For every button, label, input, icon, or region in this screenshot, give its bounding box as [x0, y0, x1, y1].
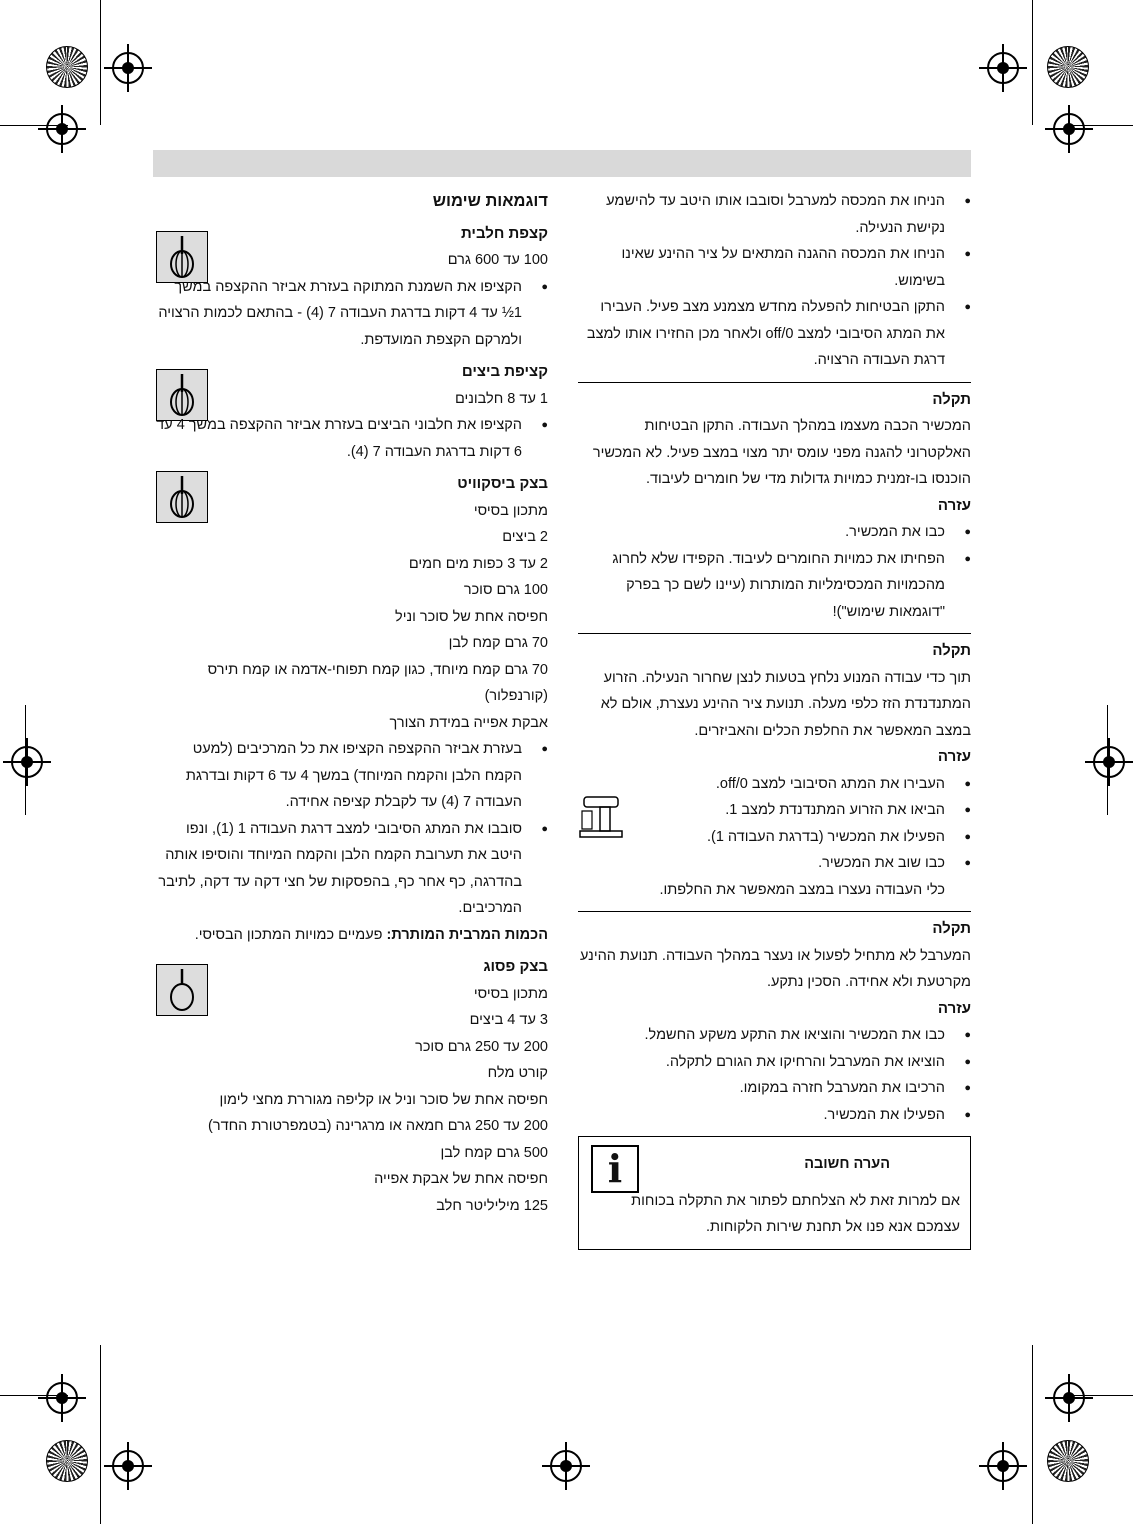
color-target-icon: [1047, 1440, 1089, 1482]
fault-heading: תקלה: [932, 642, 971, 659]
crop-mark: [1032, 0, 1033, 125]
registration-mark-icon: [1053, 113, 1085, 145]
troubleshooting-column: [578, 188, 971, 1250]
recipe-heading: בצק ביסקוויט: [457, 475, 548, 492]
recipe-line: 100 עד 600 גרם: [447, 252, 548, 268]
fault-text: תוך כדי עבודה המנוע נלחץ בטעות לנצן שחרור הנעילה. הזרוע המתנדנדת הזז כלפי מעלה. תנועת ציר ההינע נעצרת, אולם לא במצב המאפשר את החלפת הכלים והאביזרים.: [600, 669, 971, 739]
remedy-heading: עזרה: [937, 748, 971, 765]
list-item: ● הביאו את הזרוע המתנדנדת למצב 1.: [578, 797, 945, 824]
color-target-icon: [1047, 46, 1089, 88]
recipe-line: חפיסה אחת של סוכר וניל: [395, 608, 548, 625]
recipe-sponge-dough: [156, 471, 548, 948]
fault-text: המערבל לא מתחיל לפעול או נעצר במהלך העבודה. תנועת ההינע מקרטעת ולא אחידה. הסכין נתקע.: [580, 947, 971, 990]
recipe-whipped-cream: [156, 221, 548, 354]
recipe-line: 125 מיליליטר חלב: [436, 1197, 548, 1214]
recipe-line: קורט מלח: [487, 1065, 548, 1081]
registration-mark-icon: [11, 746, 43, 778]
fault-section-swivel-arm: [578, 638, 971, 903]
fault-section-blender: [578, 916, 971, 1128]
divider: [578, 911, 971, 912]
remedy-heading: עזרה: [937, 999, 971, 1017]
recipe-line: 100 גרם סוכר: [463, 582, 548, 598]
list-item: ● כבו שוב את המכשיר.: [578, 850, 945, 877]
recipe-line: 3 עד 4 ביצים: [469, 1012, 548, 1028]
recipe-line: מתכון בסיסי: [473, 502, 548, 519]
usage-examples-column: [156, 188, 548, 1219]
recipe-line: חפיסה אחת של אבקת אפייה: [374, 1171, 548, 1187]
recipe-line: אבקת אפייה במידת הצורך: [389, 714, 548, 731]
recipe-line: 70 גרם קמח לבן: [448, 635, 548, 651]
list-item: ● הניחו את המכסה למערבל וסובבו אותו היטב עד להישמע נקישת הנעילה.: [578, 188, 945, 241]
registration-mark-icon: [987, 52, 1019, 84]
recipe-line: מתכון בסיסי: [473, 985, 548, 1002]
recipe-line: 1 עד 8 חלבונים: [454, 390, 548, 407]
crop-mark: [100, 0, 101, 125]
list-item: ● התקן הבטיחות להפעלה מחדש מצמנע מצב פעיל. העבירו את המתג הסיבובי למצב 0/off ולאחר מכן החזירו אותו למצב דרגת העבודה הרצויה.: [578, 294, 945, 374]
color-target-icon: [46, 1440, 88, 1482]
note-text: אם למרות זאת לא הצלחתם לפתור את התקלה בכוחות עצמכם אנא פנו אל תחנת שירות הלקוחות.: [631, 1192, 960, 1235]
registration-mark-icon: [1053, 1382, 1085, 1414]
recipe-line: 70 גרם קמח מיוחד, כגון קמח תפוחי-אדמה או קמח תירס (קורנפלור): [207, 661, 548, 704]
registration-mark-icon: [112, 52, 144, 84]
registration-mark-icon: [987, 1450, 1019, 1482]
intro-bullets: [578, 188, 971, 374]
recipe-line: חפיסה אחת של סוכר וניל או קליפה מגוררת מחצי לימון: [219, 1091, 548, 1108]
registration-mark-icon: [46, 113, 78, 145]
list-item: ● הפחיתו את כמויות החומרים לעיבוד. הקפידו שלא לחרוג מהכמויות המכסימליות המותרות (עיינו לשם כך בפרק "דוגמאות שימוש")!: [578, 546, 945, 626]
remedy-note: כלי העבודה נעצרו במצב המאפשר את החלפתו.: [659, 881, 945, 898]
list-item: ● הפעילו את המכשיר (בדרגת העבודה 1).: [578, 824, 945, 851]
list-item: ● הרכיבו את המערבל חזרה במקומו.: [578, 1075, 945, 1102]
list-item: ● העבירו את המתג הסיבובי למצב 0/off.: [578, 771, 945, 798]
whisk-icon: [156, 471, 208, 523]
list-item: ● בעזרת אביזר ההקצפה הקציפו את כל המרכיבים (למעט הקמח הלבן והקמח המיוחד) במשך 4 עד 6 דקות ובדרגת העבודה 7 (4) עד לקבלת קציפה אחידה.: [156, 736, 522, 816]
crop-mark: [100, 1345, 101, 1524]
info-icon: i: [591, 1145, 639, 1193]
important-note-box: [578, 1136, 971, 1250]
fault-section-overload: [578, 387, 971, 626]
list-item: ● הוציאו את המערבל והרחיקו את הגורם לתקלה.: [578, 1049, 945, 1076]
recipe-egg-whites: [156, 359, 548, 465]
list-item: ● הניחו את המכסה ההגנה המתאים על ציר ההינע שאינו בשימוש.: [578, 241, 945, 294]
list-item: ● כבו את המכשיר.: [578, 519, 945, 546]
max-quantity-note: [156, 922, 548, 949]
registration-mark-icon: [1093, 746, 1125, 778]
max-quantity-label: הכמות המרבית המותרת:: [386, 926, 548, 943]
list-item: ● הקציפו את השמנת המתוקה בעזרת אביזר ההקצפה במשך 1½ עד 4 דקות בדרגת העבודה 7 (4) - בהתאם לכמות הרצויה ולמרקם הקצפת המועדפת.: [156, 274, 522, 354]
list-item: ● הקציפו את חלבוני הביצים בעזרת אביזר ההקצפה במשך 4 עד 6 דקות בדרגת העבודה 7 (4).: [156, 412, 522, 465]
recipe-heading: קצפת חלבית: [460, 224, 548, 242]
recipe-line: 2 ביצים: [502, 529, 548, 545]
color-target-icon: [46, 46, 88, 88]
fault-text: המכשיר הכבה מעצמו במהלך העבודה. התקן הבטיחות האלקטרוני להגנה מפני עומס יתר מצוי במצב פעיל. לא המכשיר הוכנסו בו-זמנית כמויות גדולות מדי של חומרים לעיבוד.: [592, 418, 971, 487]
recipe-heading: בצק פסוג: [483, 958, 548, 975]
list-item: ● כבו את המכשיר והוציאו את התקע משקע החשמל.: [578, 1022, 945, 1049]
registration-mark-icon: [46, 1382, 78, 1414]
header-band: [153, 150, 971, 177]
kneading-hook-icon: [156, 964, 208, 1016]
section-title: דוגמאות שימוש: [432, 192, 548, 210]
registration-mark-icon: [550, 1450, 582, 1482]
recipe-cookie-dough: [156, 954, 548, 1219]
fault-heading: תקלה: [932, 390, 971, 408]
divider: [578, 633, 971, 634]
recipe-line: 500 גרם קמח לבן: [440, 1144, 548, 1161]
fault-heading: תקלה: [932, 920, 971, 937]
remedy-heading: עזרה: [937, 496, 971, 514]
note-title: הערה חשובה: [804, 1156, 890, 1172]
max-quantity-value: פעמיים כמויות המתכון הבסיסי.: [194, 926, 383, 943]
recipe-line: 2 עד 3 כפות מים חמים: [408, 555, 548, 572]
recipe-line: 200 עד 250 גרם חמאה או מרגרינה (בטמפרטורת החדר): [208, 1118, 548, 1134]
divider: [578, 382, 971, 383]
list-item: ● הפעילו את המכשיר.: [578, 1102, 945, 1129]
list-item: ● סובבו את המתג הסיבובי למצב דרגת העבודה 1 (1), ונפו היטב את תערובת הקמח הלבן והקמח המיוחד והוסיפו אותה בהדרגה, כף אחר כף, בהפסקות של חצי דקה עד דקה, לתיבר המרכיבים.: [156, 816, 522, 922]
crop-mark: [1032, 1345, 1033, 1524]
recipe-line: 200 עד 250 גרם סוכר: [415, 1038, 548, 1055]
recipe-heading: קציפת ביצים: [461, 363, 548, 380]
registration-mark-icon: [112, 1450, 144, 1482]
